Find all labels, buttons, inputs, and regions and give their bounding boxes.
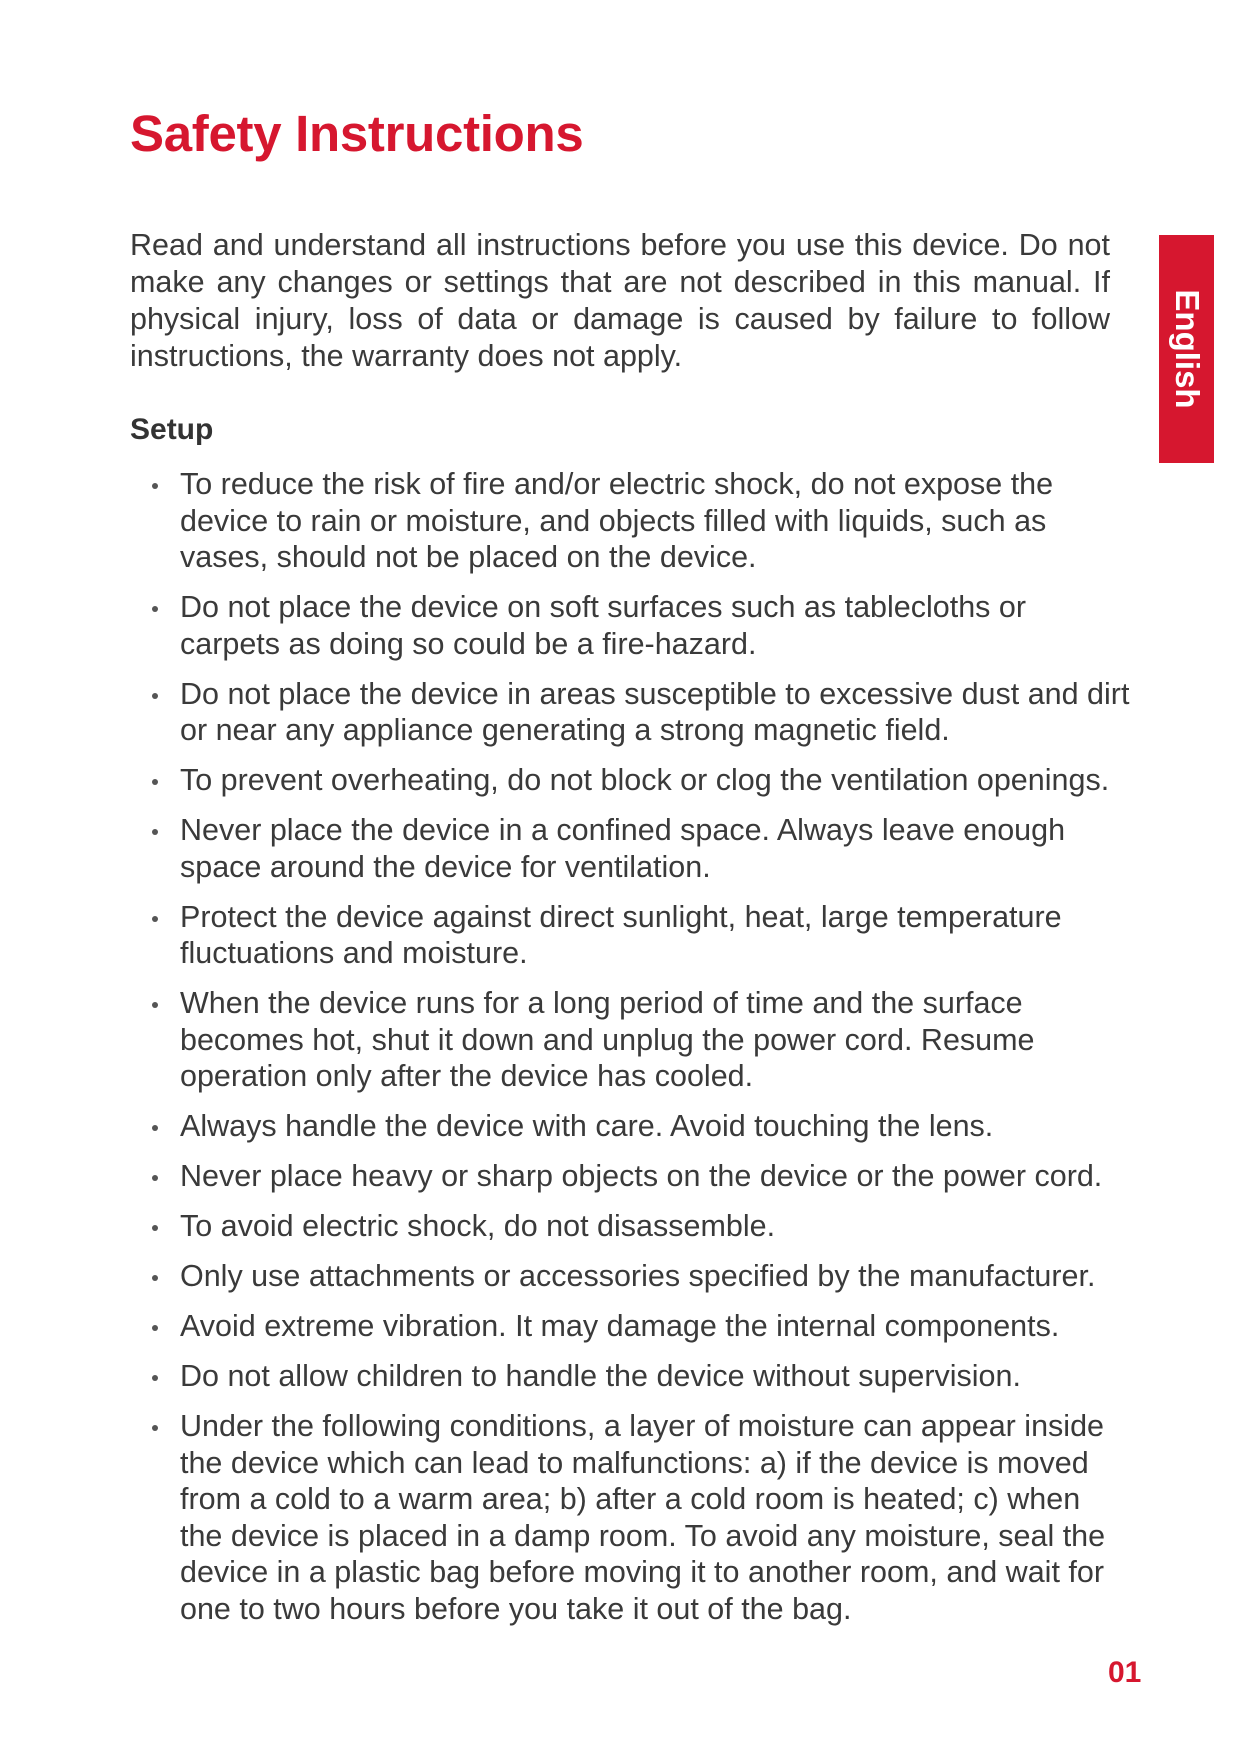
bullet-dot-icon	[152, 779, 158, 785]
bullet-text: Always handle the device with care. Avoid touching the lens.	[180, 1109, 994, 1143]
bullet-text: Protect the device against direct sunlight, heat, large temperature fluctuations and moisture.	[180, 899, 1062, 970]
bullet-dot-icon	[152, 483, 158, 489]
bullet-item	[130, 1358, 1130, 1395]
bullet-text: Avoid extreme vibration. It may damage the internal components.	[180, 1309, 1060, 1343]
bullet-item	[130, 985, 1130, 1095]
bullet-dot-icon	[152, 916, 158, 922]
intro-paragraph: Read and understand all instructions before you use this device. Do not make any changes or settings that are not described in this manual. If physical injury, loss of data or damage is caused by failure to follow instructions, the warranty does not apply.	[130, 228, 1110, 373]
bullet-dot-icon	[152, 606, 158, 612]
bullet-dot-icon	[152, 693, 158, 699]
setup-bullet-list	[130, 466, 1130, 1641]
bullet-text: Never place the device in a confined space. Always leave enough space around the device for ventilation.	[180, 813, 1066, 884]
bullet-text: Only use attachments or accessories specified by the manufacturer.	[180, 1259, 1096, 1293]
page-number: 01	[1108, 1656, 1142, 1689]
bullet-dot-icon	[152, 1275, 158, 1281]
bullet-text: To reduce the risk of fire and/or electric shock, do not expose the device to rain or moisture, and objects filled with liquids, such as vases, should not be placed on the device.	[180, 467, 1054, 574]
bullet-item	[130, 1308, 1130, 1345]
bullet-item	[130, 676, 1130, 749]
bullet-item	[130, 1108, 1130, 1145]
bullet-text: Under the following conditions, a layer of moisture can appear inside the device which can lead to malfunctions: a) if the device is moved from a cold to a warm area; b) after a cold room is heated; c) when the device is placed in a damp room. To avoid any moisture, seal the device in a plastic bag before moving it to another room, and wait for one to two hours before you take it out of the bag.	[180, 1409, 1106, 1626]
bullet-text: When the device runs for a long period of time and the surface becomes hot, shut it down and unplug the power cord. Resume operation only after the device has cooled.	[180, 986, 1035, 1093]
bullet-text: Do not place the device in areas susceptible to excessive dust and dirt or near any appliance generating a strong magnetic field.	[180, 676, 1130, 747]
bullet-text: Never place heavy or sharp objects on the device or the power cord.	[180, 1159, 1103, 1193]
bullet-dot-icon	[152, 1425, 158, 1431]
section-heading-setup: Setup	[130, 413, 214, 446]
bullet-item	[130, 762, 1130, 799]
bullet-item	[130, 899, 1130, 972]
bullet-item	[130, 466, 1130, 576]
bullet-item	[130, 1158, 1130, 1195]
bullet-dot-icon	[152, 1125, 158, 1131]
language-tab-label: English	[1168, 289, 1206, 409]
bullet-text: Do not place the device on soft surfaces such as tablecloths or carpets as doing so could be a fire-hazard.	[180, 590, 1027, 661]
bullet-dot-icon	[152, 1325, 158, 1331]
bullet-dot-icon	[152, 829, 158, 835]
bullet-text: To avoid electric shock, do not disassemble.	[180, 1209, 776, 1243]
bullet-dot-icon	[152, 1175, 158, 1181]
bullet-dot-icon	[152, 1002, 158, 1008]
bullet-dot-icon	[152, 1225, 158, 1231]
bullet-item	[130, 1258, 1130, 1295]
bullet-dot-icon	[152, 1375, 158, 1381]
bullet-item	[130, 589, 1130, 662]
bullet-text: Do not allow children to handle the device without supervision.	[180, 1359, 1021, 1393]
bullet-text: To prevent overheating, do not block or clog the ventilation openings.	[180, 763, 1110, 797]
bullet-item	[130, 812, 1130, 885]
language-tab[interactable]	[1159, 235, 1214, 463]
page-title: Safety Instructions	[130, 105, 584, 162]
bullet-item	[130, 1208, 1130, 1245]
bullet-item	[130, 1408, 1130, 1627]
